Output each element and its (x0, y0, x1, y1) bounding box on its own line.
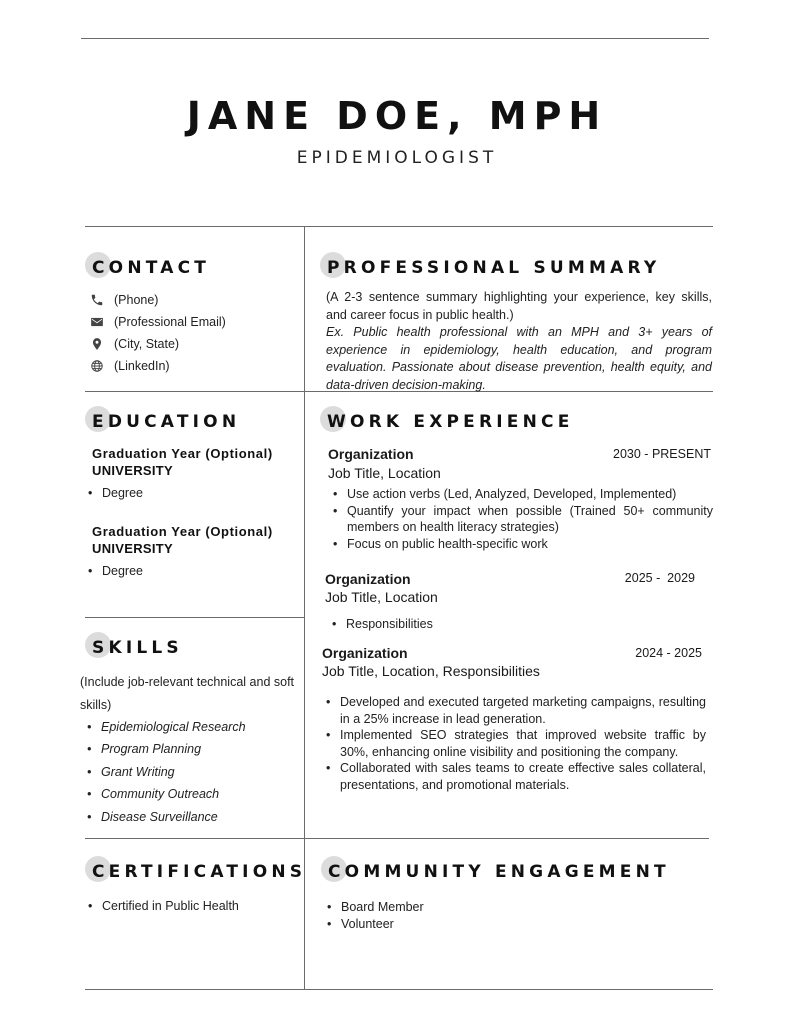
job-bullet: • Responsibilities (332, 616, 702, 633)
education-skills-divider (85, 617, 304, 618)
community-list (327, 899, 627, 932)
certifications-heading: CERTIFICATIONS (92, 862, 306, 882)
job-bullet: • Quantify your impact when possible (Trained 50+ community members on health literacy strategies) (333, 503, 713, 536)
skill-item: • Grant Writing (87, 761, 297, 783)
skill-item: • Program Planning (87, 738, 297, 760)
job-title: Job Title, Location (325, 589, 438, 605)
community-item: • Board Member (327, 899, 627, 916)
education-year: Graduation Year (Optional) (92, 446, 273, 461)
education-heading: EDUCATION (92, 412, 240, 432)
job-org: Organization (325, 571, 411, 587)
certifications-list (88, 899, 298, 913)
education-degree: • Degree (88, 486, 297, 500)
contact-email-label: (Professional Email) (114, 315, 226, 329)
education-degree: • Degree (88, 564, 297, 578)
summary-heading: PROFESSIONAL SUMMARY (327, 258, 660, 278)
job-bullet: • Implemented SEO strategies that improved website traffic by 30%, enhancing online visibility and positioning the company. (326, 727, 706, 760)
job-bullet: • Focus on public health-specific work (333, 536, 713, 553)
globe-icon (90, 359, 104, 373)
top-rule (81, 38, 709, 39)
education-year: Graduation Year (Optional) (92, 524, 273, 539)
education-entry (92, 524, 297, 578)
job-bullets (333, 486, 713, 552)
contact-email (90, 315, 226, 329)
community-heading: COMMUNITY ENGAGEMENT (328, 862, 670, 882)
resume-name: JANE DOE, MPH (186, 94, 608, 138)
summary-example: Ex. Public health professional with an MPH and 3+ years of experience in epidemiology, health education, and program evaluation. Passionate about disease prevention, health equity, and data-driven decision-making. (326, 325, 712, 392)
skill-item: • Disease Surveillance (87, 806, 297, 828)
location-pin-icon (90, 337, 104, 351)
job-org: Organization (322, 645, 408, 661)
education-entry (92, 446, 297, 500)
contact-linkedin (90, 359, 170, 373)
bottom-rule (85, 989, 713, 990)
contact-phone (90, 293, 158, 307)
community-item: • Volunteer (327, 916, 627, 933)
row3-divider (85, 838, 709, 839)
job-org: Organization (328, 446, 414, 462)
contact-location (90, 337, 179, 351)
contact-location-label: (City, State) (114, 337, 180, 351)
work-heading: WORK EXPERIENCE (327, 412, 574, 432)
resume-title: EPIDEMIOLOGIST (296, 148, 498, 168)
job-dates: 2030 - PRESENT (613, 447, 711, 461)
contact-linkedin-label: (LinkedIn) (114, 359, 170, 373)
skills-list (87, 716, 297, 828)
skill-item: • Epidemiological Research (87, 716, 297, 738)
phone-icon (90, 293, 104, 307)
header-divider (85, 226, 713, 227)
job-bullets (326, 694, 706, 793)
contact-phone-label: (Phone) (114, 293, 159, 307)
summary-intro: (A 2-3 sentence summary highlighting your experience, key skills, and career focus in public health.) (326, 290, 712, 322)
contact-heading: CONTACT (92, 258, 210, 278)
job-title: Job Title, Location, Responsibilities (322, 663, 540, 679)
job-dates: 2024 - 2025 (635, 646, 702, 660)
job-bullet: • Developed and executed targeted marketing campaigns, resulting in a 25% increase in lead generation. (326, 694, 706, 727)
certification-item: • Certified in Public Health (88, 899, 298, 913)
education-school: UNIVERSITY (92, 463, 174, 478)
skills-heading: SKILLS (92, 638, 183, 658)
job-bullets (332, 616, 702, 633)
job-title: Job Title, Location (328, 465, 441, 481)
education-school: UNIVERSITY (92, 541, 174, 556)
job-dates: 2025 - 2029 (624, 571, 695, 585)
mail-icon (90, 315, 104, 329)
job-bullet: • Use action verbs (Led, Analyzed, Developed, Implemented) (333, 486, 713, 503)
skills-intro: (Include job-relevant technical and soft skills) (80, 675, 295, 712)
skill-item: • Community Outreach (87, 783, 297, 805)
job-bullet: • Collaborated with sales teams to create effective sales collateral, presentations, and promotional materials. (326, 760, 706, 793)
